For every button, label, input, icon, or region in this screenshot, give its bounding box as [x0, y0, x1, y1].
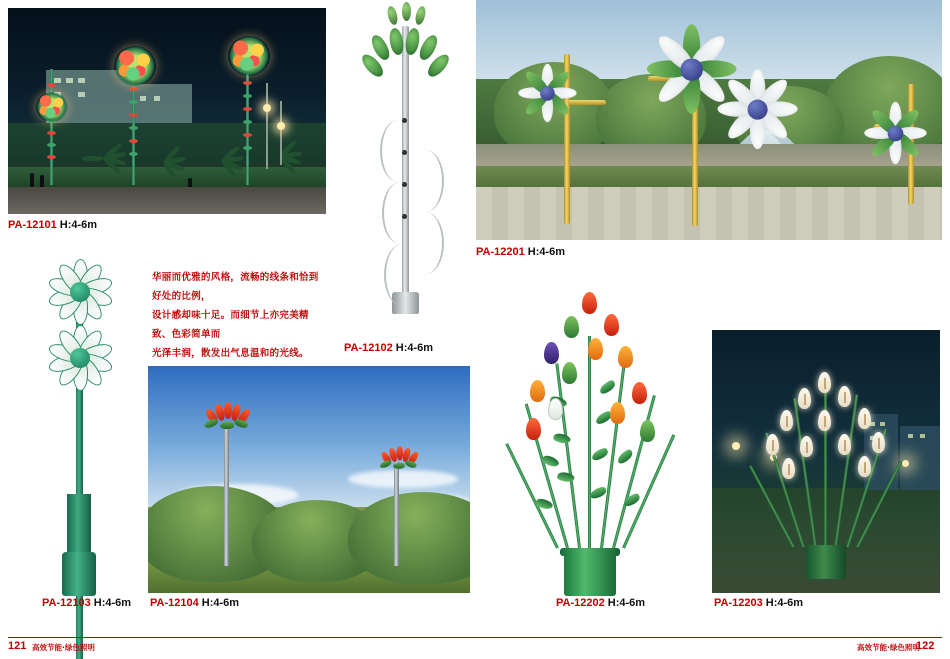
stem [824, 377, 827, 547]
magnolia-bud-lamp [818, 372, 831, 393]
pinwheel-flower [713, 65, 800, 152]
vine-scroll [384, 244, 420, 306]
description-line-3: 光泽丰润，散发出气息温和的光线。 [152, 348, 309, 359]
daisy-flower-upper [44, 256, 116, 328]
magnolia-bud-lamp [782, 458, 795, 479]
flower-hub [887, 125, 903, 141]
tulip-white [548, 398, 563, 420]
flower-ball [36, 92, 68, 122]
footer-slogan-left: 高效节能·绿色照明 [32, 643, 95, 652]
node-dot [402, 118, 407, 123]
flower-hub [540, 86, 555, 101]
page-number-left: 121 [8, 640, 27, 652]
lawn-strip [476, 166, 942, 188]
window [66, 78, 73, 83]
magnolia-bud-lamp [858, 408, 871, 429]
lamp-glow [277, 122, 285, 130]
pavement [8, 187, 326, 214]
magnolia-bud-lamp [800, 436, 813, 457]
window [880, 422, 885, 426]
leaf [589, 486, 608, 500]
seed-pod [402, 2, 411, 21]
planter [564, 548, 616, 596]
magnolia-bud-lamp [872, 432, 885, 453]
footer-slogan-right: 高效节能·绿色照明 [857, 643, 920, 652]
leaf [598, 379, 617, 395]
pole-shaft-lower [67, 494, 91, 552]
window [78, 92, 85, 97]
footer-rule [8, 637, 942, 638]
flower-pole [50, 69, 53, 185]
flower-ball [228, 36, 270, 76]
caption-pa-12104: PA-12104 H:4-6m [150, 597, 240, 609]
window [908, 434, 913, 438]
page-number-right: 122 [916, 640, 935, 652]
product-photo-pa-12203 [712, 330, 940, 593]
leaf [552, 431, 571, 445]
flower-hub [747, 99, 767, 119]
caption-pa-12102: PA-12102 H:4-6m [344, 342, 434, 354]
tulip-red [632, 382, 647, 404]
seed-pod [414, 5, 427, 26]
flower-hub [70, 282, 90, 302]
tulip-orange [588, 338, 603, 360]
pedestrian [188, 178, 192, 187]
node-dot [402, 150, 407, 155]
pinwheel-flower [515, 61, 579, 125]
tulip-orange [610, 402, 625, 424]
seed-pod [386, 5, 399, 26]
magnolia-bud-lamp [780, 410, 793, 431]
tulip-red [604, 314, 619, 336]
red-flower-cluster [380, 446, 419, 468]
street-light-glow [902, 460, 909, 467]
product-photo-pa-12104 [148, 366, 470, 593]
window [54, 78, 61, 83]
magnolia-bud-lamp [818, 410, 831, 431]
product-photo-pa-12101 [8, 8, 326, 214]
planter [806, 545, 846, 579]
product-illustration-pa-12202 [500, 286, 680, 596]
lamp-pole [394, 462, 399, 566]
street-lamp [280, 101, 282, 165]
flower-hub [70, 348, 90, 368]
magnolia-bud-lamp [838, 434, 851, 455]
description-line-1: 华丽而优雅的风格，流畅的线条和恰到好处的比例， [152, 272, 319, 302]
pinwheel-flower [861, 99, 929, 167]
magnolia-bud-lamp [838, 386, 851, 407]
description-line-2: 设计感却味十足。而细节上亦完美精致、色彩简单而 [152, 310, 309, 340]
flower-hub [680, 58, 702, 80]
lamp-glow [263, 104, 271, 112]
node-dot [402, 182, 407, 187]
caption-pa-12103: PA-12103 H:4-6m [42, 597, 132, 609]
tulip-orange [618, 346, 633, 368]
description-text [152, 268, 328, 363]
product-illustration-pa-12102 [344, 0, 474, 330]
window [78, 78, 85, 83]
flower-ball [114, 46, 156, 86]
magnolia-bud-lamp [798, 388, 811, 409]
pole-base [62, 552, 96, 596]
leaf [590, 447, 609, 462]
lamp-pole [224, 422, 229, 566]
caption-pa-12203: PA-12203 H:4-6m [714, 597, 804, 609]
paving [476, 187, 942, 240]
tulip-green [564, 316, 579, 338]
page-footer [0, 637, 950, 659]
window [140, 96, 146, 101]
magnolia-bud-lamp [858, 456, 871, 477]
caption-pa-12201: PA-12201 H:4-6m [476, 246, 566, 258]
magnolia-bud-lamp [766, 434, 779, 455]
tulip-green [562, 362, 577, 384]
stem [588, 336, 591, 548]
caption-pa-12101: PA-12101 H:4-6m [8, 219, 98, 231]
pedestrian [40, 175, 44, 187]
street-lamp [266, 83, 268, 169]
product-illustration-pa-12103 [14, 246, 144, 596]
caption-pa-12202: PA-12202 H:4-6m [556, 597, 646, 609]
tulip-red [526, 418, 541, 440]
node-dot [402, 214, 407, 219]
tulip-green [640, 420, 655, 442]
pedestrian [30, 173, 34, 187]
window [154, 96, 160, 101]
tulip-purple [544, 342, 559, 364]
product-photo-pa-12201 [476, 0, 942, 240]
tulip-red [582, 292, 597, 314]
window [920, 434, 925, 438]
tulip-orange [530, 380, 545, 402]
red-flower-cluster [204, 402, 250, 428]
leaf [615, 448, 634, 465]
street-light-glow [732, 442, 740, 450]
daisy-flower-lower [44, 322, 116, 394]
cloud [348, 470, 458, 488]
